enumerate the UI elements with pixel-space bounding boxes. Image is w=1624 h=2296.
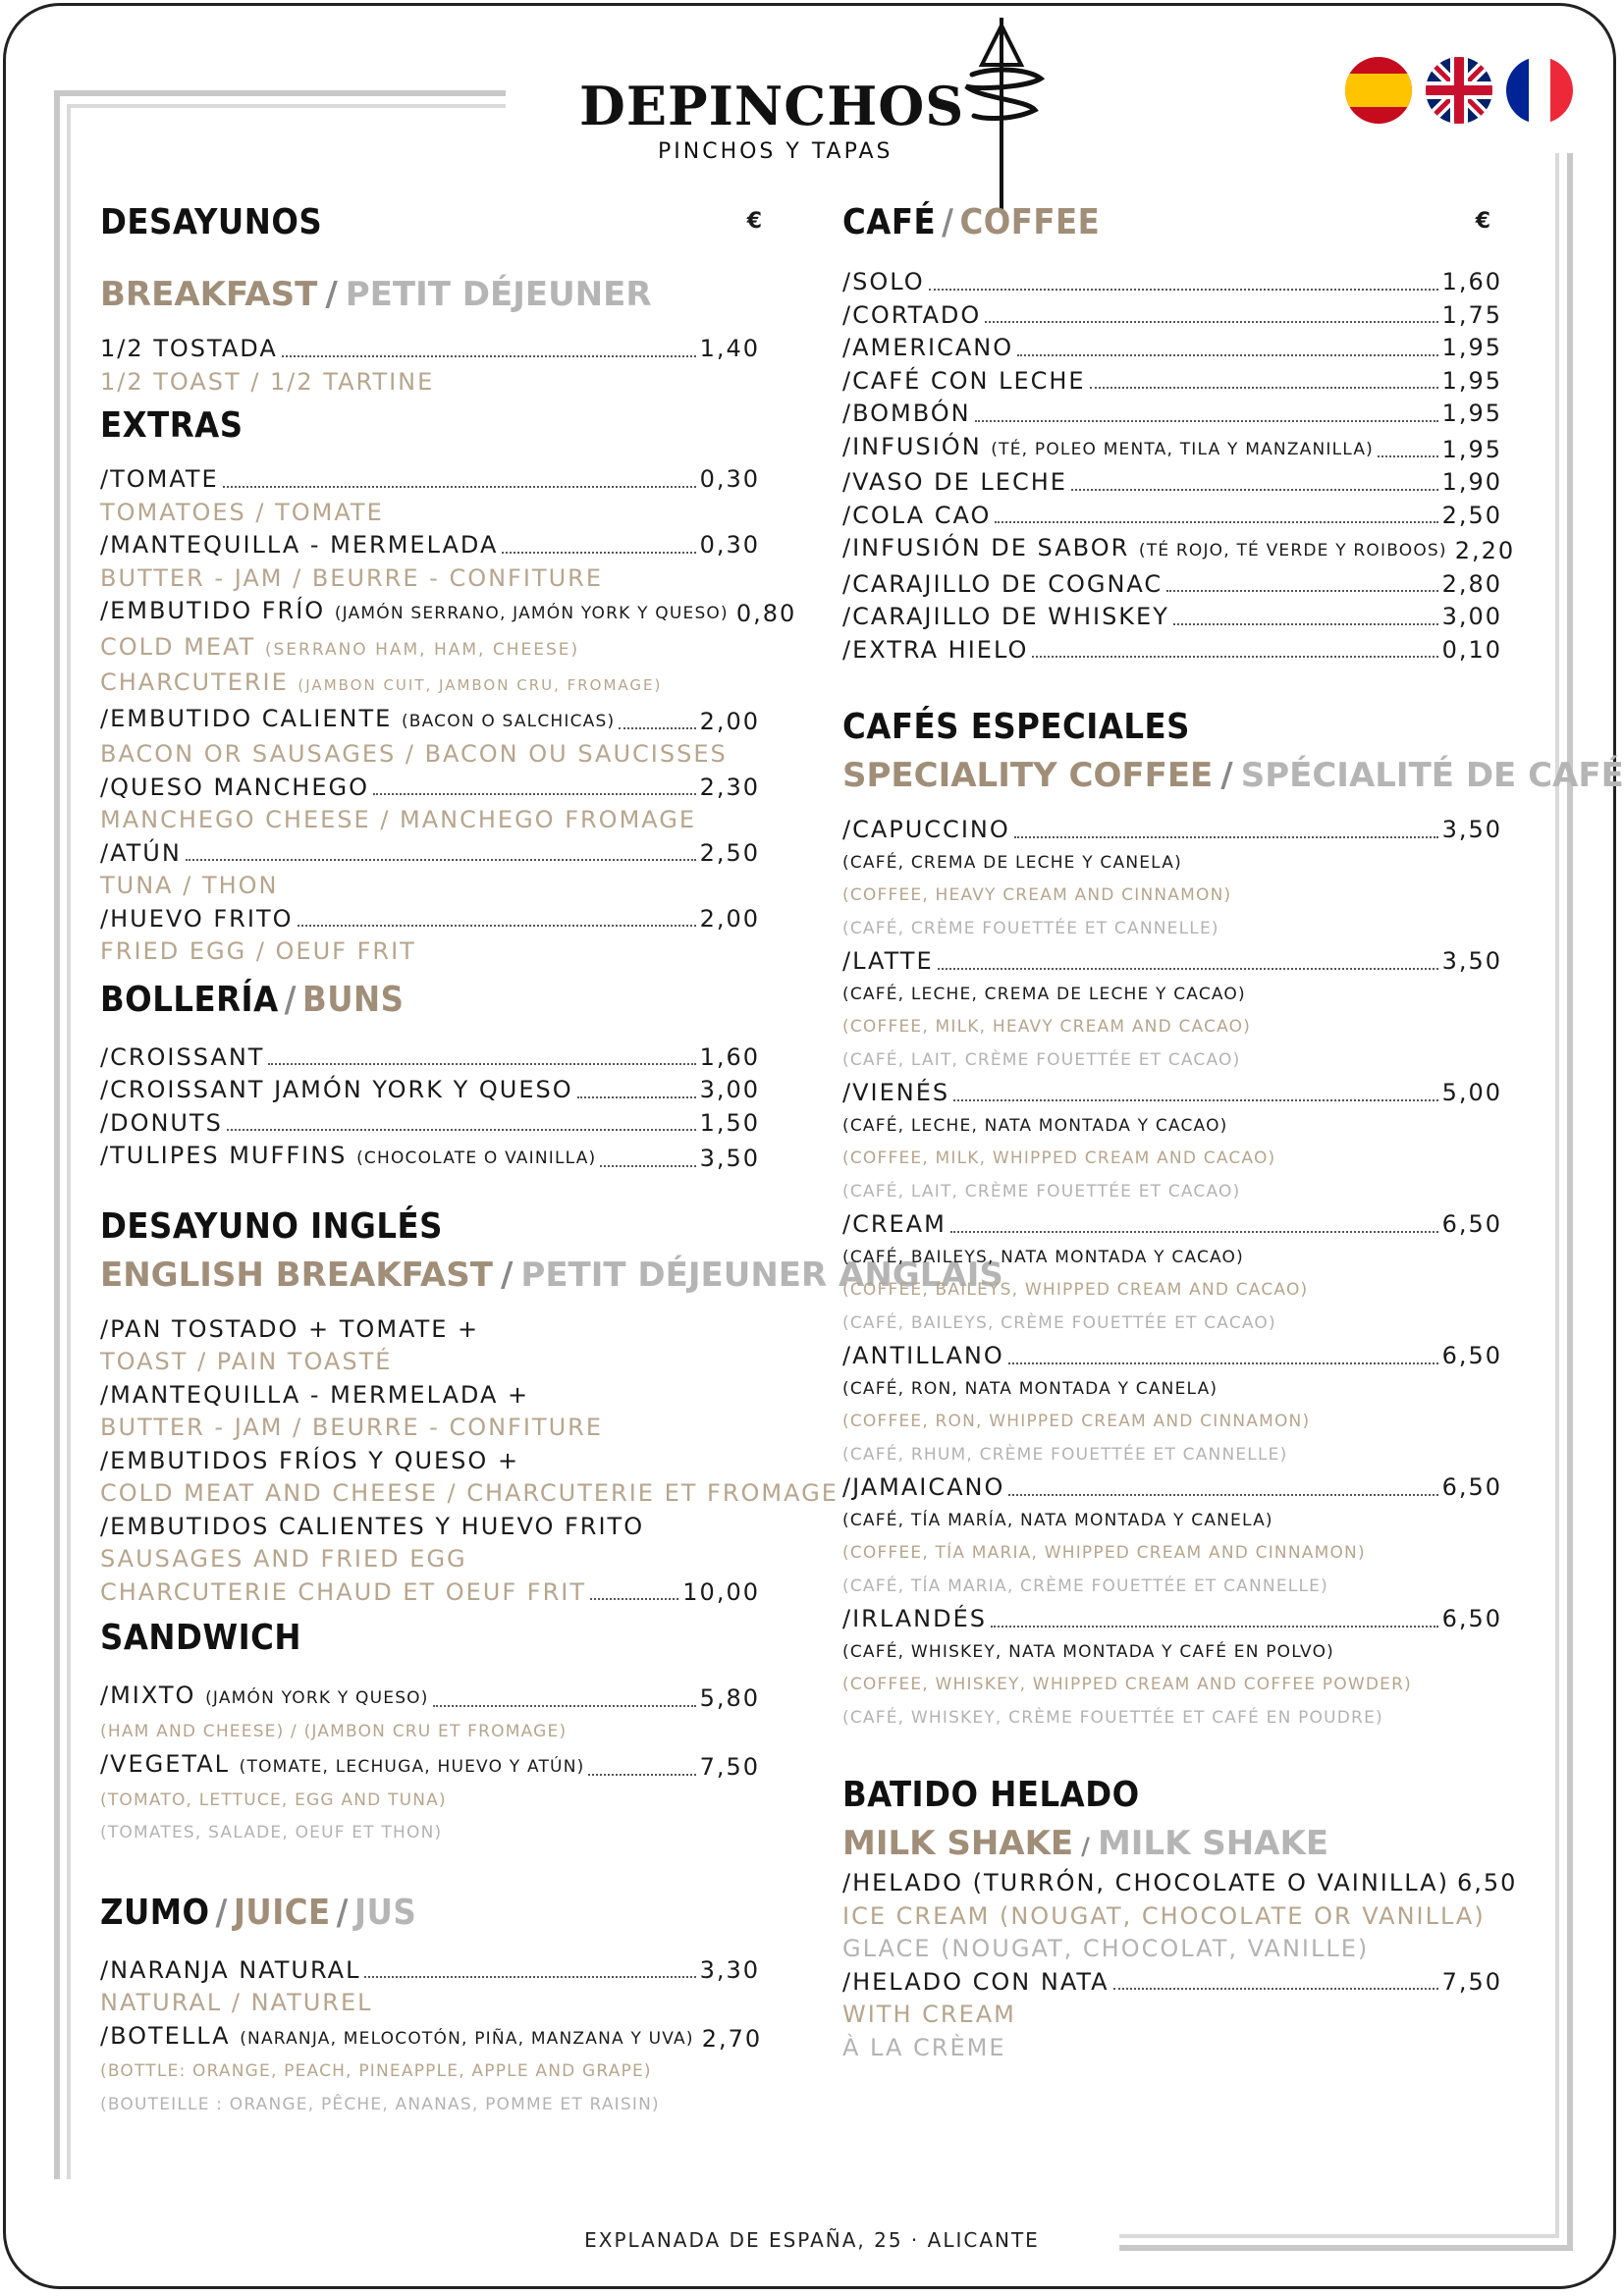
section-title: DESAYUNOS [100,202,323,242]
menu-item-description: (CAFÉ, WHISKEY, NATA MONTADA Y CAFÉ EN POLVO) [842,1641,1334,1662]
menu-item: /HUEVO FRITO 2,00 [100,904,760,933]
deco-line-left-vertical [54,90,60,2179]
skewer-logo-icon [952,18,1051,214]
menu-item: /CAPUCCINO 3,50 [842,816,1502,843]
menu-item-translation: (COFFEE, WHISKEY, WHIPPED CREAM AND COFFEE POWDER) [842,1675,1412,1694]
section-cafes-especiales [842,706,1624,1735]
menu-item: /BOTELLA (NARANJA, MELOCOTÓN, PIÑA, MANZANA Y UVA) 2,70 [100,2021,763,2053]
section-zumo [100,1892,763,2122]
menu-item: /VEGETAL (TOMATE, LECHUGA, HUEVO Y ATÚN) 7,50 [100,1750,760,1781]
menu-item: /IRLANDÉS 6,50 [842,1605,1502,1632]
section-title: CAFÉS ESPECIALES [842,707,1190,747]
menu-item-translation: BUTTER - JAM / BEURRE - CONFITURE [100,563,603,592]
menu-item: /TOMATE 0,30 [100,465,760,493]
menu-item: /INFUSIÓN (TÉ, POLEO MENTA, TILA Y MANZANILLA) 1,95 [842,432,1502,463]
menu-item-translation: (BOTTLE: ORANGE, PEACH, PINEAPPLE, APPLE AND GRAPE) [100,2061,652,2081]
footer-address: EXPLANADA DE ESPAÑA, 25 · ALICANTE [584,2228,1040,2252]
deco-line-right-vertical-inner [1555,153,1559,2238]
section-subtitle: BREAKFAST / PETIT DÉJEUNER [100,275,652,314]
section-title: BOLLERÍA / BUNS [100,979,405,1020]
menu-item-translation: BACON OR SAUSAGES / BACON OU SAUCISSES [100,740,728,768]
menu-item: /EMBUTIDO FRÍO (JAMÓN SERRANO, JAMÓN YORK Y QUESO) 0,80 [100,597,797,627]
section-extras [100,404,797,969]
deco-line-right-vertical [1567,153,1573,2251]
menu-item-translation-fr: (CAFÉ, LAIT, CRÈME FOUETTÉE ET CACAO) [842,1181,1241,1201]
menu-item: /CROISSANT JAMÓN YORK Y QUESO 3,00 [100,1076,760,1103]
menu-item: /QUESO MANCHEGO 2,30 [100,773,760,801]
menu-item: /LATTE 3,50 [842,947,1502,975]
section-desayunos [100,201,760,399]
menu-line: /MANTEQUILLA - MERMELADA + [100,1380,530,1409]
menu-item: /DONUTS 1,50 [100,1108,760,1137]
menu-item-description: (CAFÉ, TÍA MARÍA, NATA MONTADA Y CANELA) [842,1510,1273,1530]
menu-item: /CORTADO 1,75 [842,300,1502,329]
menu-item: /ANTILLANO 6,50 [842,1342,1502,1369]
menu-item-translation-fr: (CAFÉ, WHISKEY, CRÈME FOUETTÉE ET CAFÉ EN POUDRE) [842,1707,1383,1728]
menu-item-translation-fr: GLACE (NOUGAT, CHOCOLAT, VANILLE) [842,1935,1370,1962]
menu-line: /PAN TOSTADO + TOMATE + [100,1314,480,1343]
section-cafe [842,201,1516,667]
menu-line: /EMBUTIDOS CALIENTES Y HUEVO FRITO [100,1512,645,1540]
menu-item-description: (CAFÉ, CREMA DE LECHE Y CANELA) [842,852,1182,873]
section-title: BATIDO HELADO [842,1775,1140,1815]
menu-item-translation-fr: (BOUTEILLE : ORANGE, PÊCHE, ANANAS, POMME ET RAISIN) [100,2094,660,2114]
menu-item: /CARAJILLO DE WHISKEY 3,00 [842,603,1502,630]
menu-item-translation: TUNA / THON [100,872,279,899]
menu-item-translation-fr: (CAFÉ, RHUM, CRÈME FOUETTÉE ET CANNELLE) [842,1444,1288,1465]
menu-item-translation-fr: (CAFÉ, BAILEYS, CRÈME FOUETTÉE ET CACAO) [842,1312,1276,1333]
section-subtitle: SPECIALITY COFFEE / SPÉCIALITÉ DE CAFÉ [842,756,1624,795]
brand-name: DEPINCHOS [579,75,965,137]
menu-item-translation: NATURAL / NATUREL [100,1989,373,2016]
menu-item-translation-fr: (CAFÉ, CRÈME FOUETTÉE ET CANNELLE) [842,918,1219,938]
currency-symbol: € [1475,209,1490,234]
menu-item: /ATÚN 2,50 [100,838,760,867]
menu-item-translation: (HAM AND CHEESE) / (JAMBON CRU ET FROMAGE) [100,1721,568,1741]
menu-line-translation: COLD MEAT AND CHEESE / CHARCUTERIE ET FROMAGE [100,1479,839,1507]
section-subtitle: ENGLISH BREAKFAST / PETIT DÉJEUNER ANGLAIS [100,1255,1003,1295]
menu-line-translation: TOAST / PAIN TOASTÉ [100,1348,393,1375]
menu-item-translation: (COFFEE, TÍA MARIA, WHIPPED CREAM AND CINNAMON) [842,1543,1366,1563]
menu-item-translation: (TOMATO, LETTUCE, EGG AND TUNA) [100,1789,447,1810]
menu-item: /CROISSANT 1,60 [100,1042,760,1071]
menu-item: /VIENÉS 5,00 [842,1079,1502,1106]
menu-item-translation: FRIED EGG / OEUF FRIT [100,937,416,965]
section-batido-helado [842,1774,1518,2064]
brand-tagline: PINCHOS Y TAPAS [658,139,893,164]
menu-item-translation-fr: (CAFÉ, TÍA MARIA, CRÈME FOUETTÉE ET CANNELLE) [842,1575,1328,1596]
currency-symbol: € [746,209,762,234]
menu-item-translation: WITH CREAM [842,2001,1016,2028]
menu-item: /CAFÉ CON LECHE 1,95 [842,366,1502,395]
menu-item-description: (CAFÉ, BAILEYS, NATA MONTADA Y CACAO) [842,1247,1244,1267]
menu-item: /EMBUTIDO CALIENTE (BACON O SALCHICAS) 2,00 [100,704,760,735]
menu-item: /HELADO (TURRÓN, CHOCOLATE O VAINILLA) 6,50 [842,1869,1518,1896]
section-desayuno-ingles [100,1205,1003,1610]
menu-line-translation: SAUSAGES AND FRIED EGG [100,1545,467,1573]
section-subtitle: MILK SHAKE / MILK SHAKE [842,1824,1329,1863]
section-sandwich [100,1617,760,1850]
menu-item-translation-fr: (CAFÉ, LAIT, CRÈME FOUETTÉE ET CACAO) [842,1049,1241,1070]
deco-line-top-left-inner [67,104,506,108]
menu-item: /MANTEQUILLA - MERMELADA 0,30 [100,531,760,559]
france-flag-icon[interactable] [1506,57,1573,124]
menu-item: /AMERICANO 1,95 [842,334,1502,361]
deco-line-top-left [54,90,506,96]
menu-item: /JAMAICANO 6,50 [842,1473,1502,1501]
menu-item-description: (CAFÉ, LECHE, NATA MONTADA Y CACAO) [842,1115,1228,1136]
menu-item-translation: (COFFEE, HEAVY CREAM AND CINNAMON) [842,885,1232,905]
menu-item: /SOLO 1,60 [842,268,1502,295]
right-column [842,196,1624,2064]
menu-item: /NARANJA NATURAL 3,30 [100,1955,760,1984]
menu-item: /TULIPES MUFFINS (CHOCOLATE O VAINILLA) 3,50 [100,1142,760,1172]
menu-item: /CARAJILLO DE COGNAC 2,80 [842,569,1502,598]
section-title: ZUMO / JUICE / JUS [100,1892,417,1933]
section-title: CAFÉ / COFFEE [842,202,1101,242]
menu-item-description: (CAFÉ, LECHE, CREMA DE LECHE Y CACAO) [842,984,1246,1004]
menu-item: /VASO DE LECHE 1,90 [842,468,1502,496]
menu-item-translation: MANCHEGO CHEESE / MANCHEGO FROMAGE [100,806,697,833]
menu-item-translation: ICE CREAM (NOUGAT, CHOCOLATE OR VANILLA) [842,1901,1486,1930]
menu-item: /INFUSIÓN DE SABOR (TÉ ROJO, TÉ VERDE Y ROIBOOS) 2,20 [842,534,1516,564]
section-title: SANDWICH [100,1618,302,1658]
uk-flag-icon[interactable] [1426,57,1492,124]
section-bolleria [100,979,760,1176]
deco-line-left-vertical-inner [67,104,71,2179]
menu-item: /COLA CAO 2,50 [842,501,1502,529]
menu-item-translation: 1/2 TOAST / 1/2 TARTINE [100,367,435,396]
menu-item-translation: (COFFEE, RON, WHIPPED CREAM AND CINNAMON) [842,1412,1311,1431]
menu-item-translation: TOMATOES / TOMATE [100,498,384,526]
menu-item-translation: (COFFEE, BAILEYS, WHIPPED CREAM AND CACAO) [842,1280,1309,1300]
menu-item: /EXTRA HIELO 0,10 [842,635,1502,664]
menu-item: /CREAM 6,50 [842,1210,1502,1238]
menu-item-translation-fr: CHARCUTERIE (JAMBON CUIT, JAMBON CRU, FROMAGE) [100,668,663,696]
menu-item: 1/2 TOSTADA 1,40 [100,335,760,362]
menu-line-translation: BUTTER - JAM / BEURRE - CONFITURE [100,1414,603,1441]
menu-item: /BOMBÓN 1,95 [842,400,1502,427]
language-switcher [1345,57,1577,126]
spain-flag-icon[interactable] [1345,57,1412,124]
section-title: DESAYUNO INGLÉS [100,1205,443,1247]
menu-line: /EMBUTIDOS FRÍOS Y QUESO + [100,1446,520,1474]
menu-item-translation-fr: À LA CRÈME [842,2033,1006,2061]
menu-item-translation: COLD MEAT (SERRANO HAM, HAM, CHEESE) [100,632,580,661]
section-title: EXTRAS [100,405,244,446]
menu-item: /MIXTO (JAMÓN YORK Y QUESO) 5,80 [100,1682,760,1712]
menu-item: CHARCUTERIE CHAUD ET OEUF FRIT 10,00 [100,1577,760,1606]
menu-item-translation: (COFFEE, MILK, HEAVY CREAM AND CACAO) [842,1017,1252,1037]
menu-item: /HELADO CON NATA 7,50 [842,1967,1502,1996]
brand-logo [579,69,1051,196]
menu-item-description: (CAFÉ, RON, NATA MONTADA Y CANELA) [842,1378,1218,1399]
menu-item-translation-fr: (TOMATES, SALADE, OEUF ET THON) [100,1823,443,1842]
menu-item-translation: (COFFEE, MILK, WHIPPED CREAM AND CACAO) [842,1148,1276,1168]
